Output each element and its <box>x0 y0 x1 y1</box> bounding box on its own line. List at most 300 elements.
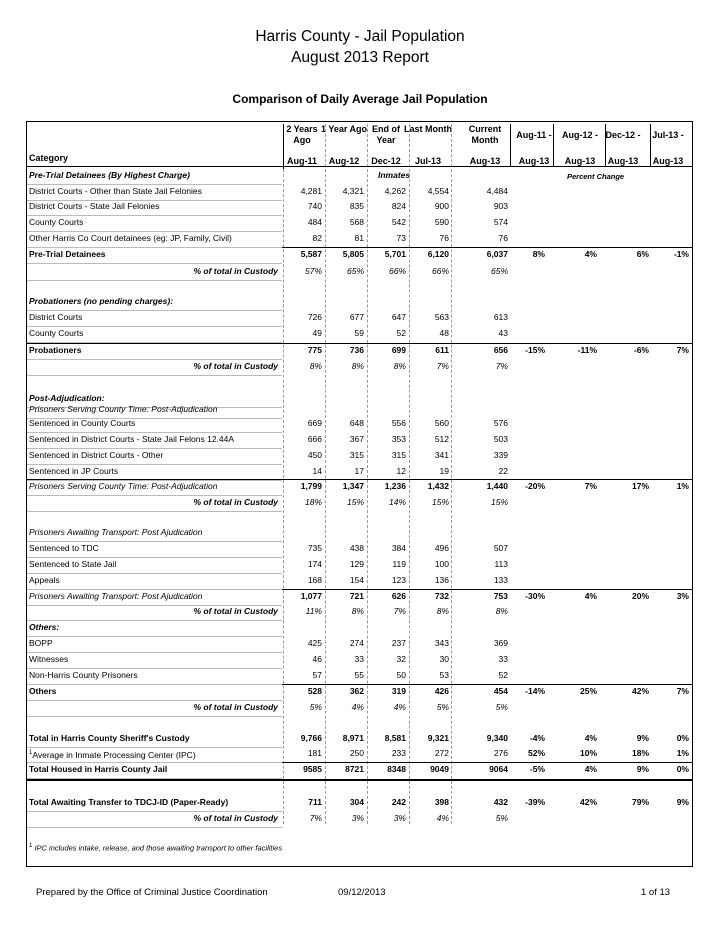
table-cell: 43 <box>498 328 508 338</box>
row-label-text: Average in Inmate Processing Center (IPC) <box>32 749 196 760</box>
table-cell: 5% <box>495 702 508 712</box>
table-cell: 76 <box>439 233 449 243</box>
table-cell: 613 <box>493 312 508 322</box>
report-title-line2: August 2013 Report <box>291 49 429 66</box>
table-cell: 341 <box>434 450 449 460</box>
column-header-2: 1 Year Ago <box>320 124 368 134</box>
table-cell: 8348 <box>387 764 406 774</box>
table-cell: 438 <box>349 543 364 553</box>
table-cell: -11% <box>577 345 597 355</box>
table-cell: 563 <box>434 312 449 322</box>
footnote-ref: 1 <box>29 750 33 756</box>
row-label-text: Sentenced in District Courts - Other <box>29 450 164 460</box>
table-cell: 5,805 <box>342 249 364 259</box>
row-rule-35 <box>27 811 282 812</box>
table-cell: 8% <box>495 606 508 616</box>
table-cell: 369 <box>493 638 508 648</box>
table-cell: 119 <box>392 559 406 569</box>
row-rule-33 <box>27 762 282 763</box>
column-header-8: Dec-12 - <box>605 130 641 140</box>
table-cell: 7% <box>436 361 449 371</box>
table-cell: 5% <box>309 702 322 712</box>
table-cell: 732 <box>434 591 449 601</box>
table-cell: -1% <box>673 249 689 259</box>
row-label <box>29 575 60 586</box>
row-label-text: % of total in Custody <box>193 606 278 616</box>
row-label-text: Sentenced to State Jail <box>29 559 117 569</box>
table-cell: -5% <box>529 764 545 774</box>
table-cell: -15% <box>525 345 545 355</box>
row-label-text: Witnesses <box>29 654 69 664</box>
table-cell: 666 <box>307 434 322 444</box>
row-rule-10 <box>27 359 282 360</box>
row-label <box>29 591 202 602</box>
table-cell: 669 <box>307 418 322 428</box>
table-cell: 52 <box>396 328 406 338</box>
row-rule-2 <box>27 215 282 216</box>
row-label <box>29 217 83 228</box>
table-cell: 735 <box>307 543 322 553</box>
row-label <box>29 296 173 307</box>
row-label-text: District Courts - State Jail Felonies <box>29 201 160 211</box>
table-cell: 7% <box>495 361 508 371</box>
table-cell: 775 <box>307 345 322 355</box>
table-cell: 8% <box>351 361 364 371</box>
row-label <box>29 233 232 244</box>
table-cell: 9,766 <box>300 733 322 743</box>
table-cell: 384 <box>391 543 406 553</box>
row-rule-27 <box>27 652 282 653</box>
row-rule-3 <box>27 231 282 232</box>
table-cell: 3% <box>676 591 689 601</box>
table-cell: 648 <box>349 418 364 428</box>
table-cell: 4,281 <box>300 186 322 196</box>
table-cell: 721 <box>349 591 364 601</box>
table-cell: 425 <box>307 638 322 648</box>
table-cell: 8,971 <box>342 733 364 743</box>
row-label <box>29 686 56 697</box>
table-cell: 79% <box>631 797 649 807</box>
row-label <box>29 748 196 761</box>
row-rule-36 <box>27 827 282 828</box>
table-cell: 362 <box>349 686 364 696</box>
row-label <box>29 418 135 429</box>
table-cell: 1% <box>676 481 689 491</box>
row-label <box>29 450 163 461</box>
table-cell: 900 <box>434 201 449 211</box>
row-rule-11 <box>27 375 282 376</box>
table-cell: 9,340 <box>486 733 508 743</box>
pct-column-divider-2 <box>553 124 554 166</box>
table-cell: 66% <box>388 266 406 276</box>
section-rule-2 <box>27 343 692 344</box>
table-cell: 5% <box>495 813 508 823</box>
table-cell: 7% <box>676 686 689 696</box>
table-cell: 315 <box>391 450 406 460</box>
row-rule-0 <box>27 184 282 185</box>
table-cell: 4% <box>584 591 597 601</box>
row-label-text: Others <box>29 686 57 696</box>
table-cell: -30% <box>525 591 545 601</box>
table-cell: 25% <box>579 686 597 696</box>
row-rule-25 <box>27 620 282 621</box>
table-cell: 677 <box>349 312 364 322</box>
row-label <box>120 813 278 824</box>
row-label-text: Other Harris Co Court detainees (eg: JP, Family, Civil) <box>29 233 232 243</box>
table-cell: 736 <box>349 345 364 355</box>
row-label-text: County Courts <box>29 328 84 338</box>
table-cell: 12 <box>396 466 406 476</box>
row-rule-7 <box>27 310 282 311</box>
table-cell: 32 <box>396 654 406 664</box>
table-cell: 7% <box>584 481 597 491</box>
table-cell: 8721 <box>345 764 364 774</box>
table-cell: 8% <box>309 361 322 371</box>
table-cell: 15% <box>490 497 508 507</box>
table-cell: 1,077 <box>300 591 322 601</box>
row-label <box>29 434 234 445</box>
table-cell: 3% <box>393 813 406 823</box>
row-rule-6 <box>27 280 282 281</box>
table-cell: 81 <box>354 233 364 243</box>
column-subheader-9: Aug-13 <box>652 156 684 166</box>
table-cell: 574 <box>493 217 508 227</box>
table-cell: 1,799 <box>300 481 322 491</box>
table-cell: 484 <box>307 217 322 227</box>
row-label <box>29 797 228 808</box>
footnote-marker: 1 <box>29 843 33 849</box>
table-cell: 276 <box>493 748 508 758</box>
table-cell: 66% <box>431 266 449 276</box>
row-label-text: % of total in Custody <box>193 361 278 371</box>
row-label <box>29 527 202 538</box>
header-rule <box>27 166 692 167</box>
table-cell: -14% <box>525 686 545 696</box>
table-cell: 42% <box>579 797 597 807</box>
category-divider <box>283 124 284 169</box>
table-cell: 611 <box>435 345 449 355</box>
row-label-text: Pre-Trial Detainees (By Highest Charge) <box>29 170 190 180</box>
table-cell: 14 <box>312 466 322 476</box>
total-rule <box>27 779 692 781</box>
column-subheader-4: Jul-13 <box>414 156 441 166</box>
row-label <box>29 622 59 633</box>
footnote <box>29 841 282 854</box>
row-label-text: % of total in Custody <box>193 266 278 276</box>
table-cell: 233 <box>391 748 406 758</box>
table-cell: 7% <box>309 813 322 823</box>
row-label-text: Prisoners Awaiting Transport: Post Ajudication <box>29 591 203 601</box>
column-header-5: Current Month <box>468 124 502 145</box>
column-header-1: 2 Years Ago <box>286 124 318 145</box>
table-cell: 136 <box>434 575 449 585</box>
column-subheader-5: Aug-13 <box>469 156 501 166</box>
table-cell: 339 <box>493 450 508 460</box>
row-label-text: Sentenced in County Courts <box>29 418 136 428</box>
row-label <box>29 328 83 339</box>
table-cell: 53 <box>439 670 449 680</box>
table-cell: 42% <box>631 686 649 696</box>
table-cell: 123 <box>391 575 406 585</box>
inmates-label: Inmates <box>378 170 411 180</box>
row-rule-19 <box>27 511 282 512</box>
row-rule-16 <box>27 464 282 465</box>
table-cell: 8,581 <box>384 733 406 743</box>
table-cell: 9% <box>636 764 649 774</box>
table-cell: 304 <box>349 797 364 807</box>
table-cell: 6,120 <box>427 249 449 259</box>
row-label <box>29 404 217 415</box>
column-subheader-6: Aug-13 <box>518 156 550 166</box>
table-cell: 711 <box>308 797 322 807</box>
table-cell: 353 <box>391 434 406 444</box>
row-label-text: Total Awaiting Transfer to TDCJ-ID (Paper-Ready) <box>29 797 229 807</box>
row-rule-20 <box>27 541 282 542</box>
table-cell: 1,347 <box>342 481 364 491</box>
table-cell: 528 <box>307 686 322 696</box>
table-cell: 49 <box>312 328 322 338</box>
pct-column-divider-1 <box>510 124 511 166</box>
footnote-text: IPC includes intake, release, and those awaiting transport to other facilities <box>34 843 283 853</box>
table-cell: 726 <box>307 312 322 322</box>
row-label-text: Total Housed in Harris County Jail <box>29 764 168 774</box>
row-label-text: Total in Harris County Sheriff's Custody <box>29 733 190 743</box>
percent-change-label: Percent Change <box>567 172 625 181</box>
table-cell: 55 <box>354 670 364 680</box>
table-cell: 4% <box>351 702 364 712</box>
row-label <box>29 201 159 212</box>
table-cell: 59 <box>354 328 364 338</box>
row-label <box>29 170 190 181</box>
table-cell: 398 <box>434 797 449 807</box>
table-cell: 22 <box>498 466 508 476</box>
table-cell: 4% <box>584 733 597 743</box>
table-cell: 20% <box>631 591 649 601</box>
table-cell: 835 <box>349 201 364 211</box>
table-cell: 512 <box>434 434 449 444</box>
table-cell: 903 <box>493 201 508 211</box>
table-cell: 656 <box>493 345 508 355</box>
table-cell: -4% <box>529 733 545 743</box>
row-label <box>29 764 167 775</box>
table-cell: 15% <box>346 497 364 507</box>
footer-prepared-by: Prepared by the Office of Criminal Justice Coordination <box>36 887 268 898</box>
row-label-text: % of total in Custody <box>193 497 278 507</box>
table-cell: 133 <box>493 575 508 585</box>
row-label-text: % of total in Custody <box>193 702 278 712</box>
row-label <box>29 345 81 356</box>
row-rule-9 <box>27 342 282 343</box>
row-label <box>29 312 82 323</box>
row-rule-29 <box>27 684 282 685</box>
table-cell: 9% <box>636 733 649 743</box>
row-rule-15 <box>27 448 282 449</box>
row-rule-26 <box>27 636 282 637</box>
table-cell: 542 <box>391 217 406 227</box>
table-cell: 57% <box>304 266 322 276</box>
row-label-text: Pre-Trial Detainees <box>29 249 106 259</box>
table-cell: 33 <box>354 654 364 664</box>
row-label-text: Prisoners Serving County Time: Post-Adjudication <box>29 404 218 414</box>
table-cell: 15% <box>431 497 449 507</box>
table-cell: 17 <box>354 466 364 476</box>
table-cell: 250 <box>349 748 364 758</box>
row-rule-21 <box>27 557 282 558</box>
table-cell: 626 <box>391 591 406 601</box>
table-cell: 237 <box>391 638 406 648</box>
row-label <box>120 361 278 372</box>
row-rule-28 <box>27 668 282 669</box>
row-label-text: Appeals <box>29 575 60 585</box>
row-label-text: Sentenced to TDC <box>29 543 99 553</box>
row-label <box>29 466 118 477</box>
table-cell: 0% <box>676 733 689 743</box>
table-cell: 82 <box>312 233 322 243</box>
table-cell: 824 <box>391 201 406 211</box>
table-cell: 503 <box>493 434 508 444</box>
table-cell: 560 <box>434 418 449 428</box>
table-cell: 699 <box>391 345 406 355</box>
table-cell: 8% <box>532 249 545 259</box>
row-rule-30 <box>27 700 282 701</box>
table-cell: 5,701 <box>384 249 406 259</box>
row-label <box>29 249 106 260</box>
row-label <box>29 481 217 492</box>
row-rule-31 <box>27 716 282 717</box>
table-cell: -6% <box>633 345 649 355</box>
table-cell: 5% <box>436 702 449 712</box>
row-label-text: District Courts - Other than State Jail Felonies <box>29 186 202 196</box>
table-cell: 1,236 <box>384 481 406 491</box>
table-cell: 30 <box>439 654 449 664</box>
row-label-text: Non-Harris County Prisoners <box>29 670 138 680</box>
column-subheader-3: Dec-12 <box>371 156 401 166</box>
table-cell: 18% <box>304 497 322 507</box>
column-header-4: Last Month <box>404 124 452 134</box>
table-cell: -20% <box>525 481 545 491</box>
row-rule-4 <box>27 247 282 248</box>
row-label <box>29 654 68 665</box>
category-header: Category <box>29 153 69 163</box>
table-cell: 274 <box>349 638 364 648</box>
table-cell: 50 <box>396 670 406 680</box>
table-cell: 73 <box>396 233 406 243</box>
table-cell: 52% <box>527 748 545 758</box>
table-cell: 46 <box>312 654 322 664</box>
column-subheader-1: Aug-11 <box>286 156 317 166</box>
table-cell: 8% <box>393 361 406 371</box>
row-label <box>29 186 202 197</box>
table-cell: 0% <box>676 764 689 774</box>
row-rule-22 <box>27 573 282 574</box>
table-cell: 168 <box>307 575 322 585</box>
table-cell: 8% <box>436 606 449 616</box>
footer-date: 09/12/2013 <box>338 887 386 898</box>
table-cell: 4% <box>584 249 597 259</box>
table-cell: 52 <box>498 670 508 680</box>
row-label-text: District Courts <box>29 312 83 322</box>
table-cell: 576 <box>493 418 508 428</box>
row-label <box>29 393 105 404</box>
row-label-text: County Courts <box>29 217 84 227</box>
table-cell: 367 <box>349 434 364 444</box>
row-label <box>120 702 278 713</box>
column-subheader-7: Aug-13 <box>564 156 596 166</box>
table-cell: 9049 <box>430 764 449 774</box>
table-cell: 113 <box>494 559 508 569</box>
report-title-line1: Harris County - Jail Population <box>255 28 465 45</box>
table-cell: 57 <box>312 670 322 680</box>
table-cell: 647 <box>391 312 406 322</box>
column-header-6: Aug-11 - <box>516 130 552 140</box>
row-label <box>29 543 99 554</box>
row-label <box>29 733 190 744</box>
table-cell: 129 <box>349 559 364 569</box>
row-label <box>120 266 278 277</box>
table-cell: 19 <box>439 466 449 476</box>
table-cell: 9585 <box>303 764 322 774</box>
table-cell: 7% <box>393 606 406 616</box>
table-cell: 319 <box>391 686 406 696</box>
table-cell: 426 <box>434 686 449 696</box>
table-cell: 10% <box>579 748 597 758</box>
table-subtitle: Comparison of Daily Average Jail Population <box>232 92 488 106</box>
table-cell: 6% <box>636 249 649 259</box>
table-cell: 4,262 <box>384 186 406 196</box>
table-cell: 11% <box>305 606 322 616</box>
table-cell: -39% <box>525 797 545 807</box>
row-label-text: Prisoners Serving County Time: Post-Adjudication <box>29 481 218 491</box>
table-cell: 65% <box>490 266 508 276</box>
table-cell: 181 <box>307 748 322 758</box>
table-cell: 7% <box>676 345 689 355</box>
table-cell: 76 <box>498 233 508 243</box>
table-cell: 9% <box>676 797 689 807</box>
table-cell: 4,554 <box>427 186 449 196</box>
row-label-text: % of total in Custody <box>193 813 278 823</box>
column-divider-5 <box>451 124 452 824</box>
row-label-text: Sentenced in JP Courts <box>29 466 119 476</box>
table-cell: 18% <box>631 748 649 758</box>
table-cell: 154 <box>349 575 364 585</box>
row-label-text: Probationers <box>29 345 82 355</box>
table-cell: 454 <box>493 686 508 696</box>
row-rule-34 <box>27 778 282 779</box>
table-cell: 496 <box>434 543 449 553</box>
column-header-7: Aug-12 - <box>562 130 598 140</box>
row-label <box>29 559 116 570</box>
table-cell: 1,432 <box>427 481 449 491</box>
table-cell: 17% <box>631 481 649 491</box>
table-cell: 590 <box>434 217 449 227</box>
footer-page: 1 of 13 <box>641 887 671 898</box>
table-cell: 432 <box>493 797 508 807</box>
row-rule-23 <box>27 589 282 590</box>
table-cell: 14% <box>388 497 406 507</box>
pct-column-divider-4 <box>650 124 651 166</box>
row-label <box>120 497 278 508</box>
row-label-text: Sentenced in District Courts - State Jail Felons 12.44A <box>29 434 235 444</box>
table-cell: 740 <box>307 201 322 211</box>
table-cell: 5,587 <box>300 249 322 259</box>
column-subheader-8: Aug-13 <box>607 156 639 166</box>
row-rule-5 <box>27 263 282 264</box>
table-cell: 100 <box>434 559 449 569</box>
column-header-9: Jul-13 - <box>652 130 684 140</box>
row-label <box>29 670 138 681</box>
table-cell: 343 <box>434 638 449 648</box>
table-cell: 556 <box>391 418 406 428</box>
